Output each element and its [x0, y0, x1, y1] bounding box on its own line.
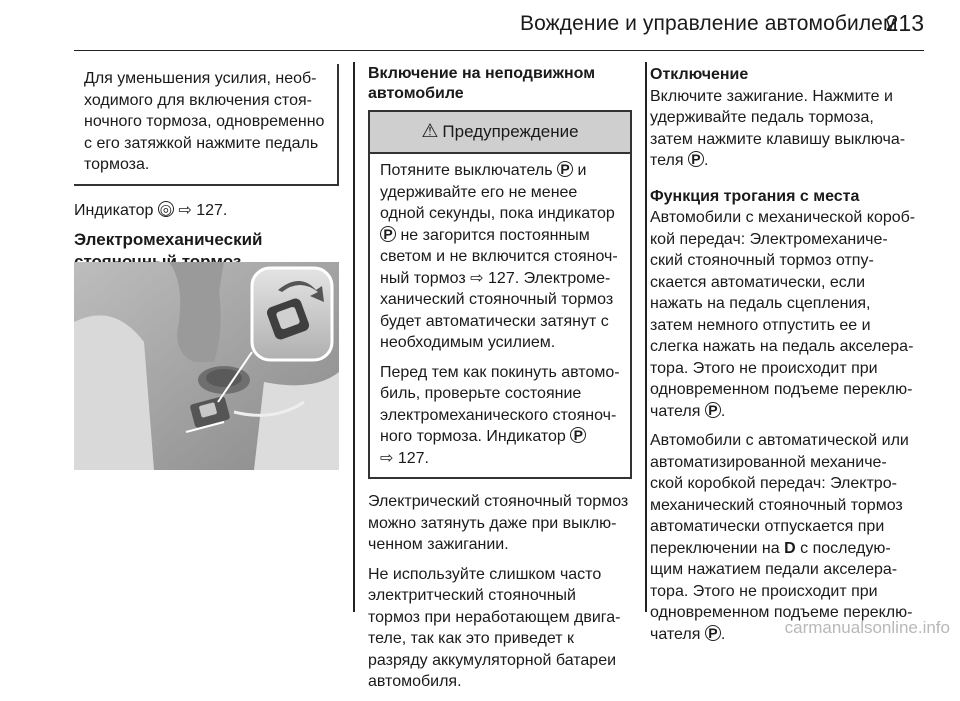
park-brake-icon: P [705, 625, 721, 641]
page-ref[interactable]: 127. [397, 449, 429, 467]
warning-paragraph: Потяните выключатель P и удерживайте его не менее одной секунды, пока индикатор P не загорится постоянным светом и не включится стояноч- ный тормоз ⇨ 127. Электроме- ханический стояночный тормоз будет автоматически затянут с необходимым усилием. [380, 161, 618, 351]
park-brake-icon: P [557, 161, 573, 177]
parking-brake-photo [74, 262, 339, 470]
column-1 [74, 64, 339, 273]
section-heading: Отключение [650, 66, 749, 83]
body-paragraph: Автомобили с механической короб- кой передач: Электромеханиче- ский стояночный тормоз отпу- скается автоматически, если нажать на педаль сцепления, затем немного отпустить ее и слегка нажать на педаль акселера- тора. Этого не происходит при одновременном подъеме переклю- чателя P . [650, 209, 916, 420]
note-line: ночного тормоза, одновременно [84, 113, 325, 130]
column-divider-1 [353, 62, 355, 612]
note-box [74, 64, 339, 186]
indicator-line [74, 200, 339, 222]
ref-arrow-icon: ⇨ [470, 269, 484, 287]
page-number: 213 [885, 10, 924, 36]
ref-arrow-icon: ⇨ [380, 449, 394, 467]
heading-line: Электромеханический [74, 230, 263, 249]
header-rule [74, 50, 924, 51]
column-2 [368, 64, 632, 701]
page-title: Вождение и управление автомобилем [520, 12, 898, 35]
body-paragraph: Не используйте слишком часто электритческий стояночный тормоз при неработающем двига- теле, так как это приведет к разряду аккумуляторной батареи автомобиля. [368, 565, 621, 690]
heading-line: Включение на неподвижном [368, 65, 596, 82]
body-paragraph: Включите зажигание. Нажмите и удерживайте педаль тормоза, затем нажмите клавишу выключа- теля P . [650, 87, 906, 169]
warning-triangle-icon: ⚠ [421, 121, 439, 143]
page-ref[interactable]: 127. [196, 201, 228, 219]
section-heading [368, 64, 632, 104]
column-divider-2 [645, 62, 647, 612]
body-paragraph: Электрический стояночный тормоз можно затянуть даже при выклю- ченном зажигании. [368, 493, 629, 553]
park-brake-icon: P [570, 427, 586, 443]
heading-line: автомобиле [368, 85, 464, 102]
brake-indicator-icon: ◎ [159, 200, 173, 217]
indicator-label: Индикатор [74, 201, 154, 219]
warning-body [370, 154, 630, 477]
gear-d-label: D [784, 539, 796, 557]
warning-title: Предупреждение [442, 122, 579, 142]
ref-arrow-icon: ⇨ [178, 201, 192, 219]
console-illustration [74, 262, 339, 470]
warning-box [368, 110, 632, 479]
warning-paragraph: Перед тем как покинуть автомо- биль, проверьте состояние электромеханического стояноч- ного тормоза. Индикатор P ⇨ 127. [380, 363, 620, 467]
note-line: Для уменьшения усилия, необ- [84, 70, 317, 87]
watermark: carmanualsonline.info [784, 618, 950, 637]
note-line: ходимого для включения стоя- [84, 91, 312, 109]
body-paragraph: Автомобили с автоматической или автоматизированной механиче- ской коробкой передач: Электро- механический стояночный тормоз автоматически отпускается при переключении на D с последую- щим нажатием педали акселера- тора. Этого не происходит при одновременном подъеме переклю- чателя P . [650, 432, 913, 643]
section-heading: Функция трогания с места [650, 187, 860, 205]
park-brake-icon: P [380, 226, 396, 242]
column-3 [650, 64, 940, 653]
warning-header [370, 112, 630, 154]
park-brake-icon: P [705, 402, 721, 418]
note-line: с его затяжкой нажмите педаль [84, 134, 319, 152]
park-brake-icon: P [688, 151, 704, 167]
note-line: тормоза. [84, 156, 150, 173]
